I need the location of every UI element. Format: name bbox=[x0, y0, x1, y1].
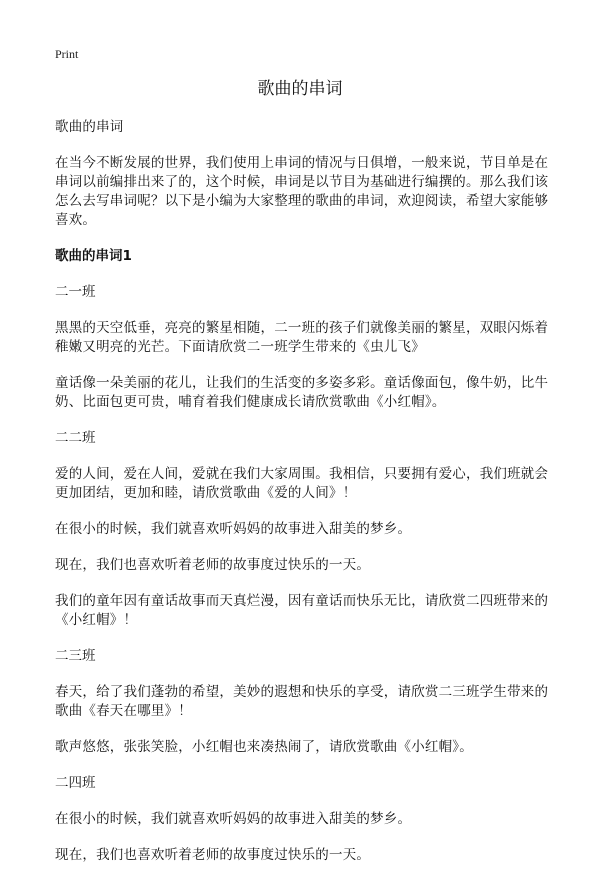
class-label-2-1: 二一班 bbox=[55, 284, 96, 300]
paragraph: 爱的人间，爱在人间，爱就在我们大家周围。我相信，只要拥有爱心，我们班就会更加团结，更加和睦，请欣赏歌曲《爱的人间》！ bbox=[55, 466, 549, 501]
document-body bbox=[55, 118, 555, 882]
paragraph: 童话像一朵美丽的花儿，让我们的生活变的多姿多彩。童话像面包，像牛奶，比牛奶、比面包更可贵，哺育着我们健康成长请欣赏歌曲《小红帽》。 bbox=[55, 375, 549, 410]
paragraph: 春天，给了我们蓬勃的希望，美妙的遐想和快乐的享受，请欣赏二三班学生带来的歌曲《春天在哪里》！ bbox=[55, 684, 549, 719]
print-link[interactable]: Print bbox=[55, 47, 79, 61]
intro-subtitle: 歌曲的串词 bbox=[55, 119, 124, 135]
document-title: 歌曲的串词 bbox=[257, 79, 343, 99]
intro-paragraph: 在当今不断发展的世界，我们使用上串词的情况与日俱增，一般来说，节目单是在串词以前编排出来了的，这个时候，串词是以节目为基础进行编撰的。那么我们该怎么去写串词呢？以下是小编为大家整理的歌曲的串词，欢迎阅读，希望大家能够喜欢。 bbox=[55, 155, 549, 228]
section-heading: 歌曲的串词1 bbox=[55, 248, 132, 264]
class-label-2-2: 二二班 bbox=[55, 430, 96, 446]
paragraph: 黑黑的天空低垂，亮亮的繁星相随，二一班的孩子们就像美丽的繁星，双眼闪烁着稚嫩又明亮的光芒。下面请欣赏二一班学生带来的《虫儿飞》 bbox=[55, 320, 549, 355]
class-label-2-4: 二四班 bbox=[55, 775, 96, 791]
paragraph: 现在，我们也喜欢听着老师的故事度过快乐的一天。 bbox=[55, 847, 371, 863]
paragraph: 现在，我们也喜欢听着老师的故事度过快乐的一天。 bbox=[55, 557, 371, 573]
class-label-2-3: 二三班 bbox=[55, 648, 96, 664]
paragraph: 在很小的时候，我们就喜欢听妈妈的故事进入甜美的梦乡。 bbox=[55, 811, 412, 827]
paragraph: 歌声悠悠，张张笑脸，小红帽也来凑热闹了，请欣赏歌曲《小红帽》。 bbox=[55, 739, 473, 755]
paragraph: 在很小的时候，我们就喜欢听妈妈的故事进入甜美的梦乡。 bbox=[55, 521, 412, 537]
paragraph: 我们的童年因有童话故事而天真烂漫，因有童话而快乐无比，请欣赏二四班带来的《小红帽》！ bbox=[55, 593, 549, 628]
